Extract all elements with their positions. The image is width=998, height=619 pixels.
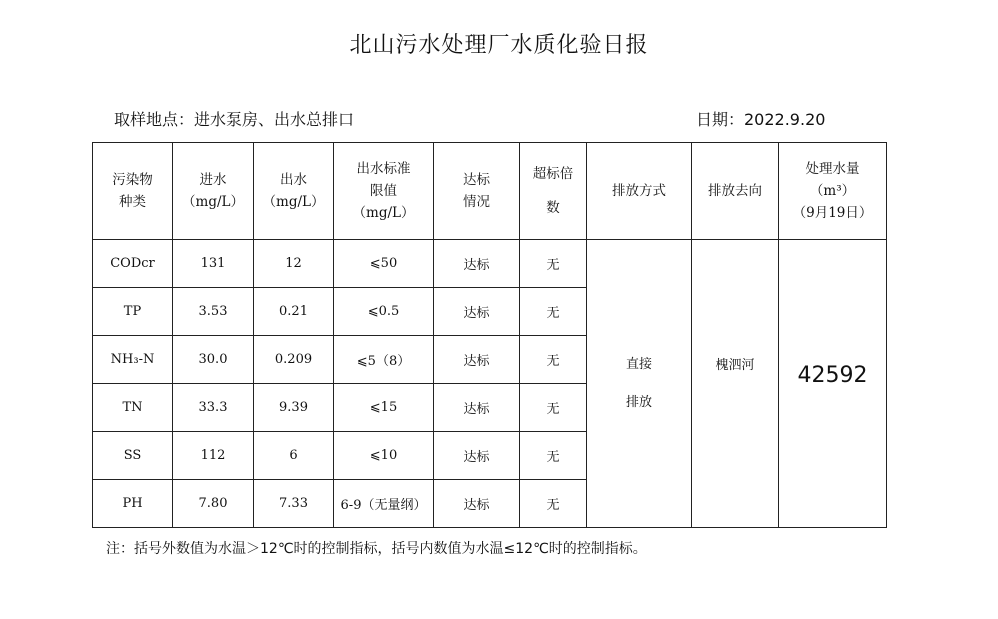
cell-outflow: 0.21: [254, 288, 334, 336]
header-pollutant: 污染物 种类: [93, 143, 173, 240]
table-row: [93, 240, 887, 288]
cell-compliance: 达标: [434, 480, 520, 528]
report-title: 北山污水处理厂水质化验日报: [349, 33, 649, 58]
cell-exceed: 无: [520, 480, 587, 528]
cell-exceed: 无: [520, 288, 587, 336]
cell-pollutant: CODcr: [93, 240, 173, 288]
cell-pollutant: TN: [93, 384, 173, 432]
cell-pollutant: PH: [93, 480, 173, 528]
cell-exceed: 无: [520, 240, 587, 288]
header-exceed: 超标倍 数: [520, 143, 587, 240]
header-standard: 出水标准 限值 （mg/L）: [334, 143, 434, 240]
header-compliance: 达标 情况: [434, 143, 520, 240]
cell-standard: ⩽5（8）: [334, 336, 434, 384]
cell-exceed: 无: [520, 432, 587, 480]
cell-pollutant: NH₃-N: [93, 336, 173, 384]
water-quality-table: [92, 142, 887, 528]
header-inflow: 进水 （mg/L）: [173, 143, 254, 240]
header-row: [93, 143, 887, 240]
cell-discharge-method: 直接 排放: [587, 240, 692, 528]
cell-standard: ⩽0.5: [334, 288, 434, 336]
cell-inflow: 30.0: [173, 336, 254, 384]
footnote: 注：括号外数值为水温＞12℃时的控制指标，括号内数值为水温≤12℃时的控制指标。: [106, 541, 647, 557]
cell-standard: ⩽50: [334, 240, 434, 288]
cell-compliance: 达标: [434, 432, 520, 480]
cell-inflow: 7.80: [173, 480, 254, 528]
cell-inflow: 112: [173, 432, 254, 480]
header-discharge-direction: 排放去向: [692, 143, 779, 240]
cell-compliance: 达标: [434, 288, 520, 336]
cell-treated-volume: 42592: [779, 240, 887, 528]
cell-outflow: 9.39: [254, 384, 334, 432]
header-discharge-method: 排放方式: [587, 143, 692, 240]
cell-standard: ⩽15: [334, 384, 434, 432]
cell-pollutant: TP: [93, 288, 173, 336]
cell-pollutant: SS: [93, 432, 173, 480]
cell-outflow: 6: [254, 432, 334, 480]
cell-inflow: 131: [173, 240, 254, 288]
cell-compliance: 达标: [434, 384, 520, 432]
cell-inflow: 33.3: [173, 384, 254, 432]
cell-exceed: 无: [520, 336, 587, 384]
cell-outflow: 7.33: [254, 480, 334, 528]
cell-compliance: 达标: [434, 240, 520, 288]
cell-outflow: 12: [254, 240, 334, 288]
cell-compliance: 达标: [434, 336, 520, 384]
sampling-location: 取样地点：进水泵房、出水总排口: [114, 110, 355, 129]
report-date: 日期：2022.9.20: [696, 110, 826, 129]
cell-standard: ⩽10: [334, 432, 434, 480]
cell-discharge-direction: 槐泗河: [692, 240, 779, 528]
cell-exceed: 无: [520, 384, 587, 432]
header-outflow: 出水 （mg/L）: [254, 143, 334, 240]
cell-inflow: 3.53: [173, 288, 254, 336]
cell-outflow: 0.209: [254, 336, 334, 384]
header-treated-volume: 处理水量 （m³） （9月19日）: [779, 143, 887, 240]
cell-standard: 6-9（无量纲）: [334, 480, 434, 528]
